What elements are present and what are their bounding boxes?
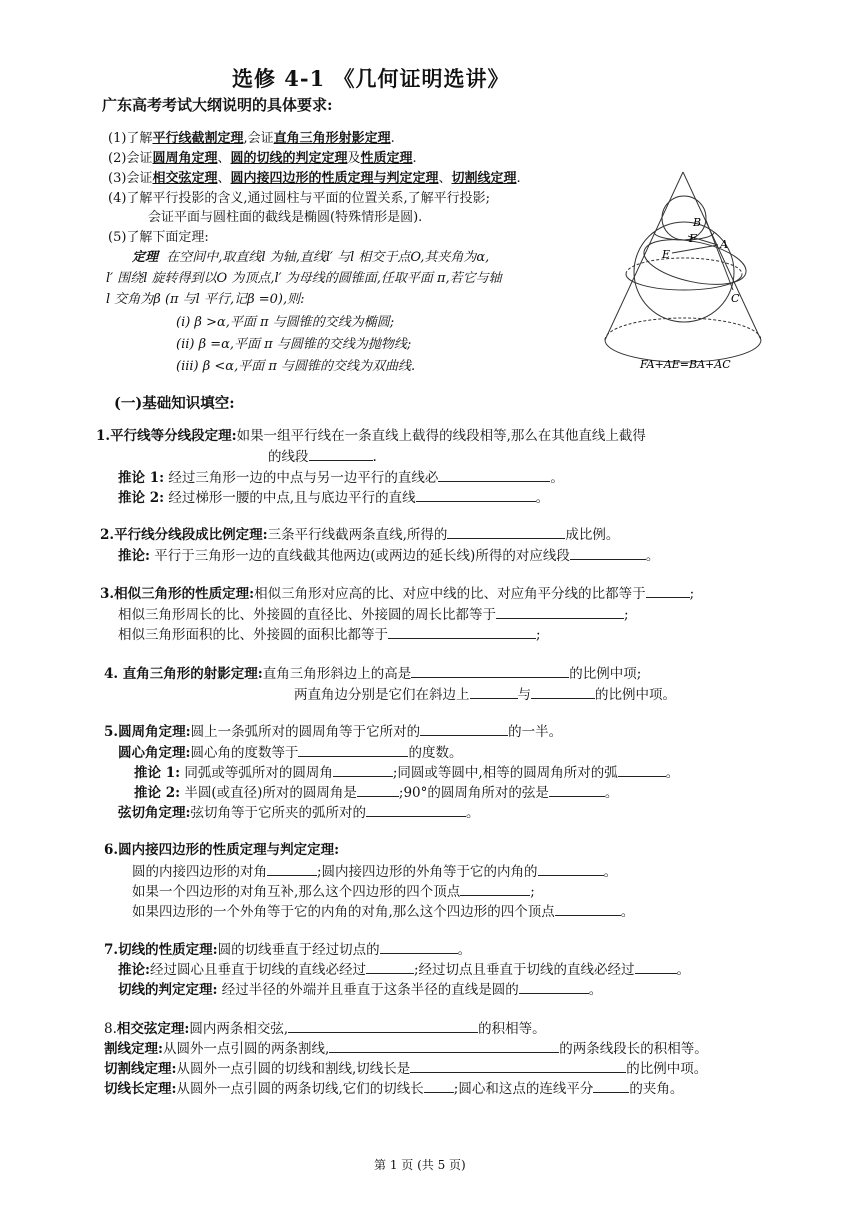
fill-blank[interactable] [267, 862, 317, 876]
item-text: 从圆外一点引圆的两条割线, [162, 1041, 330, 1057]
item-text: 如果四边形的一个外角等于它的内角的对角,那么这个四边形的四个顶点 [132, 904, 555, 920]
theorem-label: 圆心角定理: [118, 745, 191, 761]
item-text: 的两条线段长的积相等。 [559, 1041, 708, 1057]
req-keyword: 直角三角形射影定理 [273, 131, 391, 146]
corollary-label: 推论 2: [134, 785, 181, 801]
req-text: . [516, 171, 521, 186]
requirement-4b: 会证平面与圆柱面的截线是椭圆(特殊情形是圆). [148, 210, 423, 225]
segment-ae [672, 245, 718, 253]
item-text: 。 [588, 982, 603, 998]
theorem-case-2: (ii) β =α,平面 π 与圆锥的交线为抛物线; [176, 337, 412, 352]
theorem-line-1 [132, 250, 489, 266]
item-4-line-2 [294, 685, 676, 704]
item-heading: 5.圆周角定理: [104, 724, 191, 740]
theorem-line-3: l 交角为β (π 与l 平行,记β =0),则: [106, 292, 305, 307]
req-text: . [412, 151, 417, 166]
item-text: 。 [665, 765, 680, 781]
theorem-case-3: (iii) β <α,平面 π 与圆锥的交线为双曲线. [176, 359, 416, 374]
fill-blank[interactable] [618, 763, 666, 777]
item-text: 的比例中项。 [595, 687, 676, 703]
req-keyword: 切割线定理 [451, 171, 517, 186]
item-heading: 4. 直角三角形的射影定理: [104, 666, 263, 682]
item-7-corollary [118, 960, 690, 979]
req-keyword: 圆的切线的判定定理 [230, 151, 348, 166]
item-heading: 3.相似三角形的性质定理: [100, 586, 255, 602]
small-tangent-circle [654, 232, 714, 240]
req-text: ,会证 [243, 131, 274, 146]
item-text: 的积相等。 [478, 1021, 546, 1037]
fill-blank[interactable] [447, 525, 565, 539]
fill-blank[interactable] [309, 447, 373, 461]
theorem-label: 定理 [132, 250, 159, 265]
item-1-line-2 [268, 447, 377, 466]
item-text: 成比例。 [565, 527, 620, 543]
fill-blank[interactable] [410, 1059, 626, 1073]
item-text: ;90°的圆周角所对的弦是 [398, 785, 549, 801]
fill-blank[interactable] [470, 685, 518, 699]
point-c-label: C [731, 292, 740, 305]
item-2-corollary [118, 546, 659, 565]
fill-blank[interactable] [424, 1079, 454, 1093]
fill-blank[interactable] [388, 625, 536, 639]
requirement-4a: (4)了解平行投影的含义,通过圆柱与平面的位置关系,了解平行投影; [108, 191, 491, 206]
item-text: ;圆内接四边形的外角等于它的内角的 [317, 864, 538, 880]
fill-blank[interactable] [538, 862, 604, 876]
fill-blank[interactable] [593, 1079, 629, 1093]
requirement-3 [108, 171, 521, 187]
fill-blank[interactable] [438, 468, 550, 482]
item-8-tangent-length [104, 1079, 683, 1098]
item-8-line-1 [104, 1019, 546, 1038]
point-b-label: B [693, 216, 702, 229]
item-text: 弦切角等于它所夹的弧所对的 [190, 805, 366, 821]
item-text: 的一半。 [508, 724, 563, 740]
corollary-label: 推论: [118, 962, 150, 978]
item-5-chord-tangent [118, 803, 479, 822]
item-text: 圆心角的度数等于 [190, 745, 299, 761]
item-text: 的夹角。 [629, 1081, 684, 1097]
item-text: 。 [604, 785, 619, 801]
item-text: 从圆外一点引圆的两条切线,它们的切线长 [176, 1081, 424, 1097]
req-text: 及 [347, 151, 361, 166]
fill-blank[interactable] [357, 783, 399, 797]
item-8-tangent-secant [104, 1059, 707, 1078]
item-6-heading [104, 842, 339, 859]
item-text: 。 [645, 548, 660, 564]
large-tangent-circle [626, 274, 742, 290]
item-8-secant [104, 1039, 708, 1058]
item-text: 经过三角形一边的中点与另一边平行的直线必 [168, 470, 439, 486]
item-5-corollary-2 [134, 783, 618, 802]
req-text: 、 [217, 171, 231, 186]
corollary-label: 推论 1: [134, 765, 181, 781]
item-text: 如果一个四边形的对角互补,那么这个四边形的四个顶点 [132, 884, 461, 900]
item-4-line-1 [104, 664, 641, 683]
item-7-criterion [118, 980, 602, 999]
theorem-text: 在空间中,取直线l 为轴,直线l′ 与l 相交于点O,其夹角为α, [166, 250, 490, 265]
item-text: . [372, 449, 377, 465]
item-text: ;经过切点且垂直于切线的直线必经过 [413, 962, 635, 978]
req-text: 、 [217, 151, 231, 166]
item-number: 8. [104, 1021, 117, 1037]
item-heading: 2.平行线分线段成比例定理: [100, 527, 268, 543]
fill-blank[interactable] [411, 664, 569, 678]
item-text: 经过半径的外端并且垂直于这条半径的直线是圆的 [221, 982, 519, 998]
fill-blank[interactable] [635, 960, 677, 974]
fill-blank[interactable] [549, 783, 605, 797]
item-text: 圆的切线垂直于经过切点的 [217, 942, 380, 958]
item-text: 圆上一条弧所对的圆周角等于它所对的 [190, 724, 421, 740]
fill-blank[interactable] [420, 722, 508, 736]
item-text: 。 [465, 805, 480, 821]
generatrix-line [706, 220, 733, 290]
corollary-label: 推论 1: [118, 470, 165, 486]
fill-blank[interactable] [555, 902, 621, 916]
fill-blank[interactable] [298, 743, 408, 757]
item-text: ;同圆或等圆中,相等的圆周角所对的弧 [392, 765, 618, 781]
item-3-line-2 [118, 605, 629, 624]
item-text: 。 [620, 904, 635, 920]
item-text: 直角三角形斜边上的高是 [262, 666, 412, 682]
req-number: (1) [108, 131, 127, 146]
item-1-corollary-2 [118, 488, 549, 507]
cone-figure [600, 168, 770, 378]
theorem-label: 切割线定理: [104, 1061, 177, 1077]
fill-blank[interactable] [570, 546, 646, 560]
item-1-line-1 [96, 428, 646, 445]
item-text: ; [536, 627, 541, 643]
item-text: 。 [457, 942, 472, 958]
item-text: 经过梯形一腰的中点,且与底边平行的直线 [168, 490, 416, 506]
item-text: ; [689, 586, 695, 602]
page-title: 选修 4-1 《几何证明选讲》 [232, 66, 510, 91]
item-text: 的度数。 [408, 745, 463, 761]
item-3-line-3 [118, 625, 541, 644]
page-footer: 第 1 页 (共 5 页) [374, 1158, 466, 1172]
fill-blank[interactable] [333, 763, 393, 777]
item-text: 三条平行线截两条直线,所得的 [267, 527, 448, 543]
item-text: 圆的内接四边形的对角 [132, 864, 267, 880]
item-text: 两直角边分别是它们在斜边上 [294, 687, 470, 703]
corollary-label: 推论: [118, 548, 150, 564]
req-keyword: 平行线截割定理 [152, 131, 244, 146]
requirement-2 [108, 151, 417, 167]
figure-caption: FA+AE=BA+AC [640, 358, 731, 371]
item-text: 半圆(或直径)所对的圆周角是 [184, 785, 357, 801]
fill-blank[interactable] [531, 685, 595, 699]
theorem-label: 弦切角定理: [118, 805, 191, 821]
large-sphere [634, 222, 734, 322]
requirement-5: (5)了解下面定理: [108, 230, 209, 245]
theorem-label: 割线定理: [104, 1041, 163, 1057]
item-text: 。 [550, 470, 564, 486]
fill-blank[interactable] [366, 960, 414, 974]
fill-blank[interactable] [380, 940, 458, 954]
item-text: 圆内两条相交弦, [189, 1021, 289, 1037]
req-text: 会证 [126, 171, 153, 186]
item-text: 如果一组平行线在一条直线上截得的线段相等,那么在其他直线上截得 [236, 428, 646, 444]
req-keyword: 相交弦定理 [152, 171, 218, 186]
requirement-1 [108, 131, 395, 147]
fill-blank[interactable] [366, 803, 466, 817]
section-heading: (一)基础知识填空: [114, 395, 235, 412]
req-keyword: 圆周角定理 [152, 151, 218, 166]
item-heading: 7.切线的性质定理: [104, 942, 218, 958]
item-heading: 相交弦定理: [116, 1021, 190, 1037]
req-text: 会证 [126, 151, 153, 166]
item-text: 相似三角形周长的比、外接圆的直径比、外接圆的周长比都等于 [118, 607, 496, 623]
req-text: 了解 [126, 131, 153, 146]
req-number: (2) [108, 151, 127, 166]
theorem-label: 切线长定理: [104, 1081, 177, 1097]
item-text: ; [530, 884, 535, 900]
page-subtitle: 广东高考考试大纲说明的具体要求: [102, 96, 333, 114]
item-6-line-3 [132, 902, 634, 921]
item-5-line-1 [104, 722, 562, 741]
theorem-line-2: l′ 围绕l 旋转得到以O 为顶点,l′ 为母线的圆锥面,任取平面 π,若它与轴 [106, 271, 502, 286]
item-heading: 6.圆内接四边形的性质定理与判定定理: [104, 842, 340, 858]
item-text: 的比例中项。 [626, 1061, 708, 1077]
item-6-line-2 [132, 882, 535, 901]
large-tangent-circle-back [626, 258, 742, 274]
item-text: 的线段 [268, 449, 309, 465]
item-text: 从圆外一点引圆的切线和割线,切线长是 [176, 1061, 411, 1077]
item-text: 的比例中项; [569, 666, 642, 682]
item-text: 经过圆心且垂直于切线的直线必经过 [149, 962, 366, 978]
req-text: 、 [438, 171, 452, 186]
item-text: 相似三角形面积的比、外接圆的面积比都等于 [118, 627, 388, 643]
point-e-label: E [662, 248, 671, 261]
fill-blank[interactable] [519, 980, 589, 994]
item-7-line-1 [104, 940, 471, 959]
point-f-label: F [689, 232, 697, 245]
item-text: 平行于三角形一边的直线截其他两边(或两边的延长线)所得的对应线段 [154, 548, 570, 564]
req-number: (3) [108, 171, 127, 186]
cone-base-back [605, 318, 761, 340]
point-a-label: A [720, 238, 728, 251]
item-text: 。 [676, 962, 691, 978]
cone-right-edge [683, 172, 761, 340]
fill-blank[interactable] [646, 584, 690, 598]
theorem-label: 切线的判定定理: [118, 982, 218, 998]
req-keyword: 性质定理 [360, 151, 413, 166]
fill-blank[interactable] [460, 882, 530, 896]
item-text: ;圆心和这点的连线平分 [453, 1081, 594, 1097]
item-heading: 1.平行线等分线段定理: [96, 428, 237, 444]
item-text: 。 [603, 864, 618, 880]
item-6-line-1 [132, 862, 617, 881]
corollary-label: 推论 2: [118, 490, 165, 506]
fill-blank[interactable] [496, 605, 624, 619]
item-3-line-1 [100, 584, 694, 603]
fill-blank[interactable] [288, 1019, 478, 1033]
item-text: 与 [517, 687, 531, 703]
item-5-central-angle [118, 743, 462, 762]
item-text: 。 [535, 490, 550, 506]
req-keyword: 圆内接四边形的性质定理与判定定理 [230, 171, 439, 186]
item-5-corollary-1 [134, 763, 679, 782]
item-text: 相似三角形对应高的比、对应中线的比、对应角平分线的比都等于 [254, 586, 646, 602]
req-text: . [390, 131, 395, 146]
item-1-corollary-1 [118, 468, 564, 487]
item-text: ; [624, 607, 629, 623]
item-2-line-1 [100, 525, 619, 544]
fill-blank[interactable] [329, 1039, 559, 1053]
theorem-case-1: (i) β >α,平面 π 与圆锥的交线为椭圆; [176, 315, 395, 330]
fill-blank[interactable] [416, 488, 536, 502]
item-text: 同弧或等弧所对的圆周角 [184, 765, 333, 781]
